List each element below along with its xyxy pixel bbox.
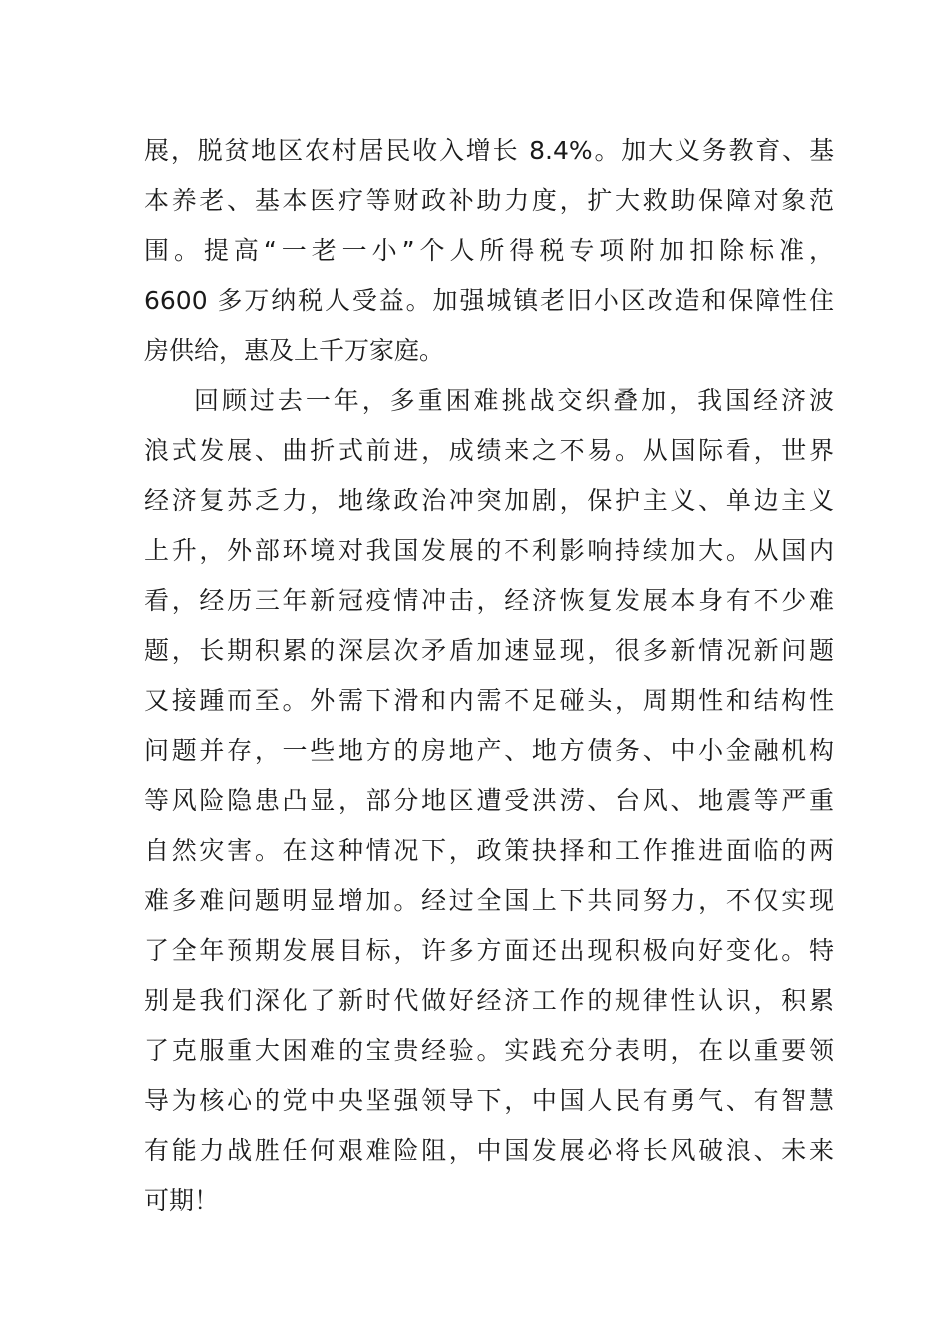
text-line: 浪式发展、曲折式前进，成绩来之不易。从国际看，世界 xyxy=(144,436,834,465)
text-line: 6600 多万纳税人受益。加强城镇老旧小区改造和保障性住 xyxy=(144,286,834,315)
text-line: 房供给，惠及上千万家庭。 xyxy=(144,336,445,365)
text-line: 展，脱贫地区农村居民收入增长 8.4%。加大义务教育、基 xyxy=(144,136,834,165)
text-line: 上升，外部环境对我国发展的不利影响持续加大。从国内 xyxy=(144,536,834,565)
text-line: 看，经历三年新冠疫情冲击，经济恢复发展本身有不少难 xyxy=(144,586,834,615)
text-line: 自然灾害。在这种情况下，政策抉择和工作推进面临的两 xyxy=(144,836,834,865)
text-line: 可期！ xyxy=(144,1186,220,1215)
paragraph-1 xyxy=(144,126,834,376)
text-line: 问题并存，一些地方的房地产、地方债务、中小金融机构 xyxy=(144,736,834,765)
text-line: 有能力战胜任何艰难险阻，中国发展必将长风破浪、未来 xyxy=(144,1136,834,1165)
text-line: 围。提高“一老一小”个人所得税专项附加扣除标准， xyxy=(144,236,834,265)
text-line: 回顾过去一年，多重困难挑战交织叠加，我国经济波 xyxy=(194,386,834,415)
paragraph-2 xyxy=(144,376,834,1226)
text-line: 本养老、基本医疗等财政补助力度，扩大救助保障对象范 xyxy=(144,186,834,215)
text-line: 经济复苏乏力，地缘政治冲突加剧，保护主义、单边主义 xyxy=(144,486,834,515)
text-line: 又接踵而至。外需下滑和内需不足碰头，周期性和结构性 xyxy=(144,686,834,715)
text-line: 题，长期积累的深层次矛盾加速显现，很多新情况新问题 xyxy=(144,636,834,665)
text-line: 难多难问题明显增加。经过全国上下共同努力，不仅实现 xyxy=(144,886,834,915)
text-line: 了全年预期发展目标，许多方面还出现积极向好变化。特 xyxy=(144,936,834,965)
text-line: 等风险隐患凸显，部分地区遭受洪涝、台风、地震等严重 xyxy=(144,786,834,815)
body-text xyxy=(144,126,834,1226)
text-line: 导为核心的党中央坚强领导下，中国人民有勇气、有智慧 xyxy=(144,1086,834,1115)
text-line: 别是我们深化了新时代做好经济工作的规律性认识，积累 xyxy=(144,986,834,1015)
text-line: 了克服重大困难的宝贵经验。实践充分表明，在以重要领 xyxy=(144,1036,834,1065)
